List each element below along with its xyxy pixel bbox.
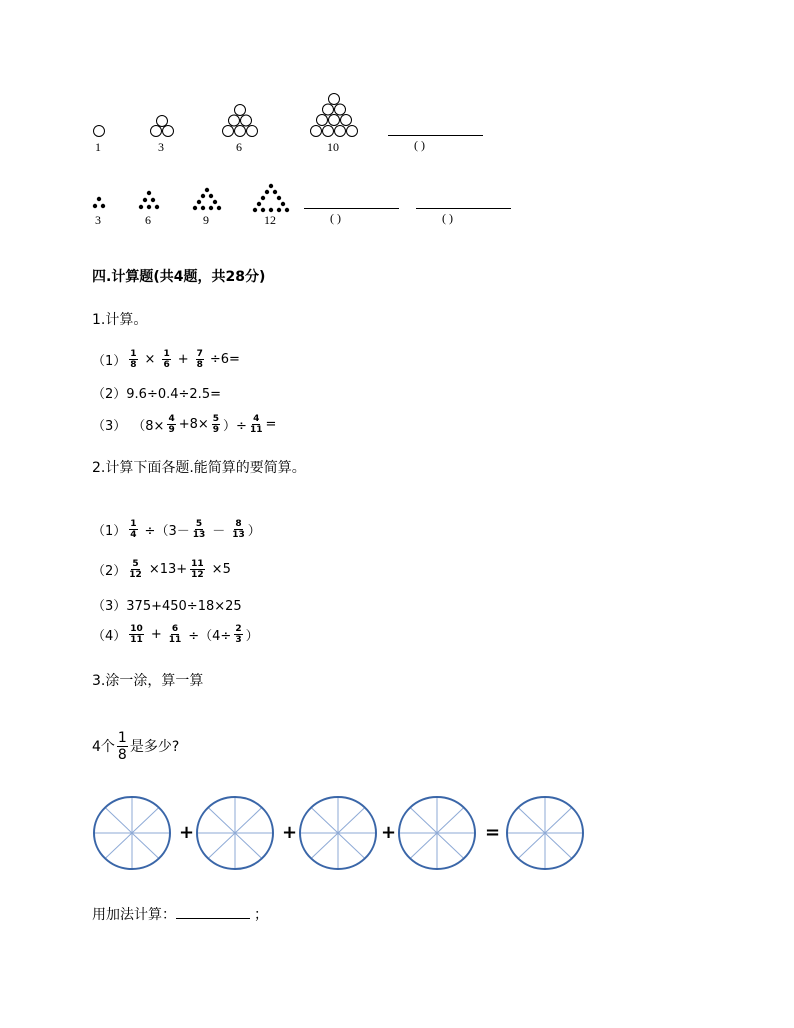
pattern-dot — [205, 188, 209, 192]
fraction — [169, 624, 182, 645]
pattern-dot — [151, 198, 155, 202]
numerator: 5 — [212, 413, 220, 424]
fraction — [196, 349, 204, 370]
fraction — [129, 624, 144, 645]
pattern-dot — [281, 202, 285, 206]
addition-tail: ； — [254, 907, 268, 923]
numerator: 5 — [132, 558, 139, 569]
expression-tail: ÷6= — [209, 351, 240, 367]
fraction-circle[interactable] — [507, 797, 583, 869]
denominator: 8 — [130, 359, 137, 370]
pattern-dot — [273, 190, 277, 194]
fraction-circle[interactable] — [197, 797, 273, 869]
question-pre: 4个 — [92, 739, 115, 755]
pattern-dot — [253, 208, 257, 212]
pattern-circle — [151, 126, 162, 137]
plus-sign: + — [381, 822, 397, 843]
denominator: 11 — [130, 634, 143, 645]
pattern-circle — [247, 126, 258, 137]
numerator: 6 — [171, 623, 179, 634]
pattern-caption: 12 — [264, 213, 276, 227]
denominator: 3 — [235, 634, 242, 645]
answer-line — [416, 208, 511, 209]
fraction — [234, 624, 242, 645]
pattern-dot — [193, 206, 197, 210]
fraction — [190, 559, 205, 580]
item-label: （2） — [92, 387, 127, 402]
answer-paren: ( ) — [414, 138, 425, 152]
numerator: 1 — [130, 348, 137, 359]
fraction — [129, 349, 137, 370]
pattern-caption: 9 — [203, 213, 209, 227]
pattern-circle — [311, 126, 322, 137]
numerator: 8 — [235, 518, 242, 529]
expression-row — [92, 383, 221, 402]
pattern-caption: 6 — [236, 140, 242, 154]
equals-sign: = — [485, 822, 501, 843]
pattern-dot — [209, 194, 213, 198]
denominator: 8 — [196, 359, 203, 370]
item-label: （1） — [92, 523, 127, 539]
answer-paren: ( ) — [442, 211, 453, 225]
pattern-dot — [265, 190, 269, 194]
denominator: 12 — [129, 569, 142, 580]
fraction-circle[interactable] — [94, 797, 170, 869]
denominator: 8 — [117, 746, 127, 763]
denominator: 9 — [212, 424, 220, 435]
pattern-circle — [241, 115, 252, 126]
pattern-dot — [201, 194, 205, 198]
pattern-circle — [94, 126, 105, 137]
pattern-dot — [201, 206, 205, 210]
pattern-dot — [93, 204, 97, 208]
fraction-question — [92, 728, 179, 764]
pattern-circle — [323, 104, 334, 115]
expression-row — [92, 595, 242, 614]
pattern-dot — [197, 200, 201, 204]
pattern-caption: 1 — [95, 140, 101, 154]
expression-part: +8× — [178, 416, 209, 432]
pattern-dot — [261, 196, 265, 200]
expression-tail: ） — [245, 628, 259, 644]
item-label: （1） — [92, 353, 127, 369]
pattern-dot — [261, 208, 265, 212]
pattern-dot — [285, 208, 289, 212]
fraction — [232, 519, 245, 540]
pattern-circle — [347, 126, 358, 137]
pattern-caption: 3 — [158, 140, 164, 154]
pattern-circle — [163, 126, 174, 137]
item-label: （3） — [92, 418, 127, 434]
pattern-dot — [269, 184, 273, 188]
pattern-circle — [317, 115, 328, 126]
expression-text: 375+450÷18×25 — [126, 599, 242, 614]
expression-row — [92, 517, 261, 541]
expression-part: （8× — [132, 418, 165, 434]
denominator: 12 — [191, 569, 204, 580]
section-title: 四.计算题(共4题，共28分) — [92, 269, 266, 285]
pattern-dot — [147, 191, 151, 195]
pattern-circle — [229, 115, 240, 126]
addition-label: 用加法计算： — [92, 907, 176, 923]
question-post: 是多少? — [129, 739, 180, 755]
fraction — [250, 414, 263, 435]
question-title: 1.计算。 — [92, 312, 148, 328]
numerator: 7 — [196, 348, 203, 359]
answer-paren: ( ) — [330, 211, 341, 225]
pattern-dot — [269, 208, 273, 212]
expression-row — [92, 411, 276, 437]
denominator: 4 — [130, 529, 137, 540]
pattern-dot — [277, 196, 281, 200]
expression-part: ）÷ — [223, 418, 247, 434]
pattern-dot — [213, 200, 217, 204]
expression-part: ÷（4÷ — [188, 628, 232, 644]
numerator: 1 — [117, 729, 127, 746]
fraction-circle[interactable] — [399, 797, 475, 869]
item-label: （2） — [92, 563, 127, 579]
fraction — [162, 349, 170, 370]
question-title: 2.计算下面各题.能简算的要简算。 — [92, 460, 306, 476]
numerator: 2 — [235, 623, 242, 634]
pattern-circle — [335, 126, 346, 137]
pattern-circle — [329, 115, 340, 126]
expression-tail: = — [265, 416, 277, 432]
item-label: （3） — [92, 599, 127, 614]
pattern-circle — [323, 126, 334, 137]
fraction — [117, 730, 128, 763]
pattern-circle — [341, 115, 352, 126]
numerator: 4 — [253, 413, 260, 424]
expression-part: ×13+ — [148, 561, 188, 577]
plus-sign: + — [179, 822, 195, 843]
expression-row — [92, 557, 231, 581]
pattern-dot — [139, 205, 143, 209]
pattern-circle — [223, 126, 234, 137]
denominator: 11 — [168, 634, 182, 645]
fraction-circle[interactable] — [300, 797, 376, 869]
denominator: 6 — [163, 359, 170, 370]
answer-line — [388, 135, 483, 136]
denominator: 13 — [232, 529, 245, 540]
pattern-circle — [329, 94, 340, 105]
numerator: 10 — [130, 623, 143, 634]
expression-row — [92, 347, 240, 371]
pattern-dot — [217, 206, 221, 210]
expression-text: 9.6÷0.4÷2.5= — [126, 387, 221, 402]
expression-part: － — [212, 523, 226, 539]
numerator: 1 — [163, 348, 170, 359]
pattern-dot — [143, 198, 147, 202]
expression-part: + — [150, 626, 162, 642]
plus-sign: + — [282, 822, 298, 843]
circle-pattern-row — [0, 0, 794, 160]
denominator: 11 — [249, 424, 263, 435]
pattern-caption: 6 — [145, 213, 151, 227]
fraction — [193, 519, 206, 540]
fraction — [167, 414, 175, 435]
expression-row — [92, 621, 259, 647]
denominator: 13 — [192, 529, 206, 540]
answer-blank[interactable] — [176, 906, 250, 919]
pattern-caption: 3 — [95, 213, 101, 227]
numerator: 11 — [191, 558, 204, 569]
expression-part: ÷（3－ — [144, 523, 190, 539]
operator: + — [177, 351, 189, 367]
pattern-dot — [97, 197, 101, 201]
pattern-dot — [257, 202, 261, 206]
pattern-dot — [277, 208, 281, 212]
fraction — [129, 559, 142, 580]
expression-tail: ×5 — [211, 561, 231, 577]
question-title: 3.涂一涂，算一算 — [92, 673, 204, 689]
pattern-caption: 10 — [327, 140, 339, 154]
expression-tail: ） — [247, 523, 261, 539]
fraction — [129, 519, 137, 540]
pattern-circle — [235, 126, 246, 137]
denominator: 9 — [168, 424, 175, 435]
numerator: 5 — [195, 518, 203, 529]
pattern-circle — [335, 104, 346, 115]
operator: × — [144, 351, 156, 367]
numerator: 4 — [168, 413, 175, 424]
pattern-dot — [209, 206, 213, 210]
numerator: 1 — [130, 518, 137, 529]
item-label: （4） — [92, 628, 127, 644]
pattern-circle — [157, 116, 168, 127]
fraction — [212, 414, 220, 435]
pattern-dot — [101, 204, 105, 208]
fraction-circle-row — [0, 795, 794, 875]
pattern-circle — [235, 105, 246, 116]
addition-answer-row — [92, 904, 268, 924]
dot-pattern-row — [0, 180, 794, 220]
answer-line — [304, 208, 399, 209]
pattern-dot — [155, 205, 159, 209]
pattern-dot — [147, 205, 151, 209]
